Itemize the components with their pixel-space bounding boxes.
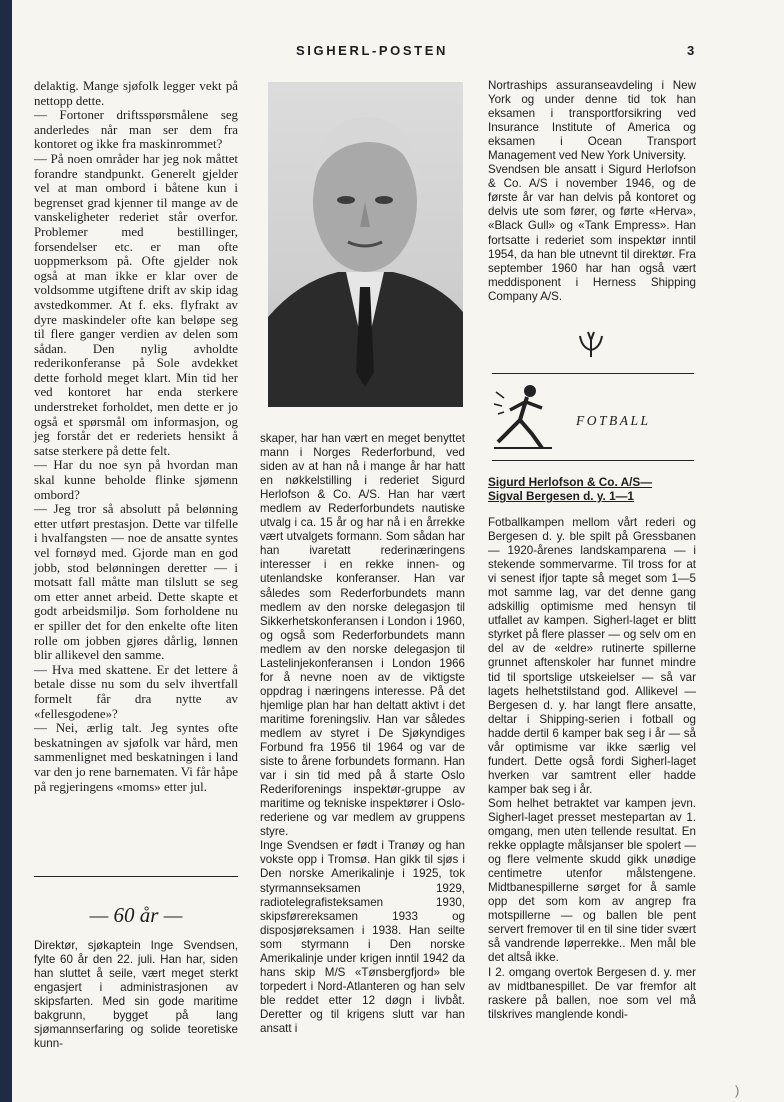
anniversary-end: Nortraships assuranseavdeling i New York og under denne tid tok han eksamen i transportforsikring ved Insurance Institute of America og eksamen i Ocean Transport Management ved New York University. Svendsen ble ansatt i Sigurd Herlofson & Co. A/S i november 1946, og de første år var han delvis på kontoret og delvis ute som fører, og førte «Herva», «Black Gull» og «Tank Empress». Han fortsatte i rederiet som inspektør inntil 1954, da han ble utnevnt til direktør. Fra september 1960 har han også vært meddisponent i Herness Shipping Company A/S. [488,79,696,303]
section-heading: FOTBALL [576,413,651,428]
column-divider [34,876,238,877]
anniversary-heading: — 60 år — [89,903,183,927]
portrait-figure [268,82,463,407]
match-heading [488,475,698,503]
runner-icon [492,382,556,452]
anniversary-middle: skaper, har han vært en meget benyttet mann i Norges Rederforbund, ved siden av at han nå i mange år har hatt en nøkkelstilling i rederiet Sigurd Herlofson & Co. A/S. Han har vært medlem av Rederforbundets nautiske utvalg i ca. 15 år og har nå i en årrekke vært utvalgets formann. Som sådan har han ivaretatt rederinæringens interesser i en rekke innen- og utenlandske konferanser. Han var således som Rederforbundets mann medlem av den norske delegasjon til Sikkerhetskonferansen i London i 1960, og også som Rederforbundets mann medlem av den norske delegasjon til Lastelinjekonferansen i London 1966 for å nevne noen av de viktigste oppdrag i næringens interesse. På det hjemlige plan har han deltatt aktivt i det maritime foreningsliv. Han var således medlem av styret i De Sjøkyndiges Forbund fra 1956 til 1964 og var de siste to årene forbundets formann. Han var i sin tid med på å starte Oslo Rederiforenings inspektør-gruppe av maritime og tekniske inspektører i Oslo-rederiene og var medlem av gruppens styre. Inge Svendsen er født i Tranøy og han vokste opp i Tromsø. Han gikk til sjøs i Den norske Amerikalinje i 1925, tok styrmannseksamen 1929, radiotelegrafisteksamen 1930, skipsførereksamen 1933 og disposjøreksamen i 1938. Han seilte som styrmann i Den norske Amerikalinje under krigen inntil 1942 da hans skip M/S «Tønsbergfjord» ble torpedert i Nord-Atlanteren og han selv ble reddet etter 12 døgn i livbåt. Deretter og til krigens slutt var han ansatt i [260,432,465,1035]
newsletter-title: SIGHERL-POSTEN [296,43,448,58]
match-heading-line1: Sigurd Herlofson & Co. A/S— [488,475,653,489]
anniversary-intro: Direktør, sjøkaptein Inge Svendsen, fylte 60 år den 22. juli. Han har, siden han sluttet å seile, vært meget sterkt engasjert i administrasjonen av skipsfarten. Med sin gode maritime bakgrunn, bygget på lang sjømannserfaring og solide teoretiske kunn- [34,939,238,1051]
flower-ornament-icon [578,330,604,358]
page-number: 3 [687,43,695,58]
section-divider-bottom [492,460,694,461]
portrait-photo [268,82,463,407]
match-heading-line2: Sigval Bergesen d. y. 1—1 [488,489,634,504]
interview-text: delaktig. Mange sjøfolk legger vekt på nettopp dette. — Fortoner driftsspørsmålene seg anderledes når man ser dem fra kontoret og ikke fra maskinrommet? — På noen områder har jeg nok måttet forandre standpunkt. Generelt gjelder vel at man ombord i båtene kun i begrenset grad kjenner til mange av de vanskeligheter rederiet står overfor. Problemer med bestillinger, forsendelser etc. er man ofte uoppmerksom på. Ofte gjelder nok også at man ikke er klar over de voldsomme utgiftene drift av skip idag avstedkommer. At f. eks. flyfrakt av dyre maskindeler ofte kan beløpe seg til flere ganger verdien av delen som sådan. Den nylig avholdte rederikonferanse på Sole avdekket dette forhold meget klart. Min tid her ved kontoret har enda sterkere understreket forholdet, men dette er jo også et spørsmål om informasjon, og jeg forstår det er rederiets hensikt å satse sterkere på dette felt. — Har du noe syn på hvordan man skal kunne beholde flinke sjømenn ombord? — Jeg tror så absolutt på belønning etter utført prestasjon. Dette var tilfelle i hvalfangsten — noe de ansatte syntes vel fornøyd med. Gjorde man en god jobb, stod belønningen deretter — i motsatt fall måtte man tilslutt se seg om etter annet arbeid. Dette skapte et godt arbeidsmiljø. Som forholdene nu er spiller det for den enkelte ofte liten rolle om jobben gjøres dårlig, lønnen blir allikevel den samme. — Hva med skattene. Er det lettere å betale disse nu som du selv ihvertfall formelt får dra nytte av «fellesgodene»? — Nei, ærlig talt. Jeg syntes ofte beskatningen av sjøfolk var hård, men sammenlignet med beskatningen i land var den jo rene barnematen. Vi får håpe på regjeringens «moms» etter jul. [34,79,238,794]
corner-mark: ) [735,1083,740,1098]
binding-strip [0,0,12,1102]
section-divider-top [492,373,694,374]
match-report: Fotballkampen mellom vårt rederi og Bergesen d. y. ble spilt på Gressbanen — 1920-årenes landskamparena — i stekende sommervarme. Til tross for at vi senest ifjor tapte så meget som 1—5 mot samme lag, var det denne gang adskillig optimisme med hensyn til utfallet av kampen. Sigherl-laget er blitt styrket på flere plasser — og selv om en del av de «eldre» rutinerte spillerne grunnet aftenskoler har funnet mindre tid til sportslige utskeielser — så var lagets helhetstilstand god. Allikevel — Bergesen d. y. har langt flere ansatte, deltar i Shipping-serien i fotball og hadde dertil 6 kamper bak seg i år — så vår optimisme var ikke særlig vel fundert. Dette også fordi Sigherl-laget hverken var samtrent eller hadde kamper bak seg i år. Som helhet betraktet var kampen jevn. Sigherl-laget presset mestepartan av 1. omgang, men uten tellende resultat. En rekke opplagte målsjanser ble spolert — og flere velmente skudd gikk unødige centimetre utenfor målstengene. Midtbanespillerne sørget for å samle opp det som kom av angrep fra motspillerne — og ballen ble pent servert fremover til en til sine tider svært så vandrende løperrekke.. Men mål ble det altså ikke. I 2. omgang overtok Bergesen d. y. mer av midtbanespillet. De var fremfor alt raskere på ballen, noe som vel må tilskrives manglende kondi- [488,516,696,1021]
